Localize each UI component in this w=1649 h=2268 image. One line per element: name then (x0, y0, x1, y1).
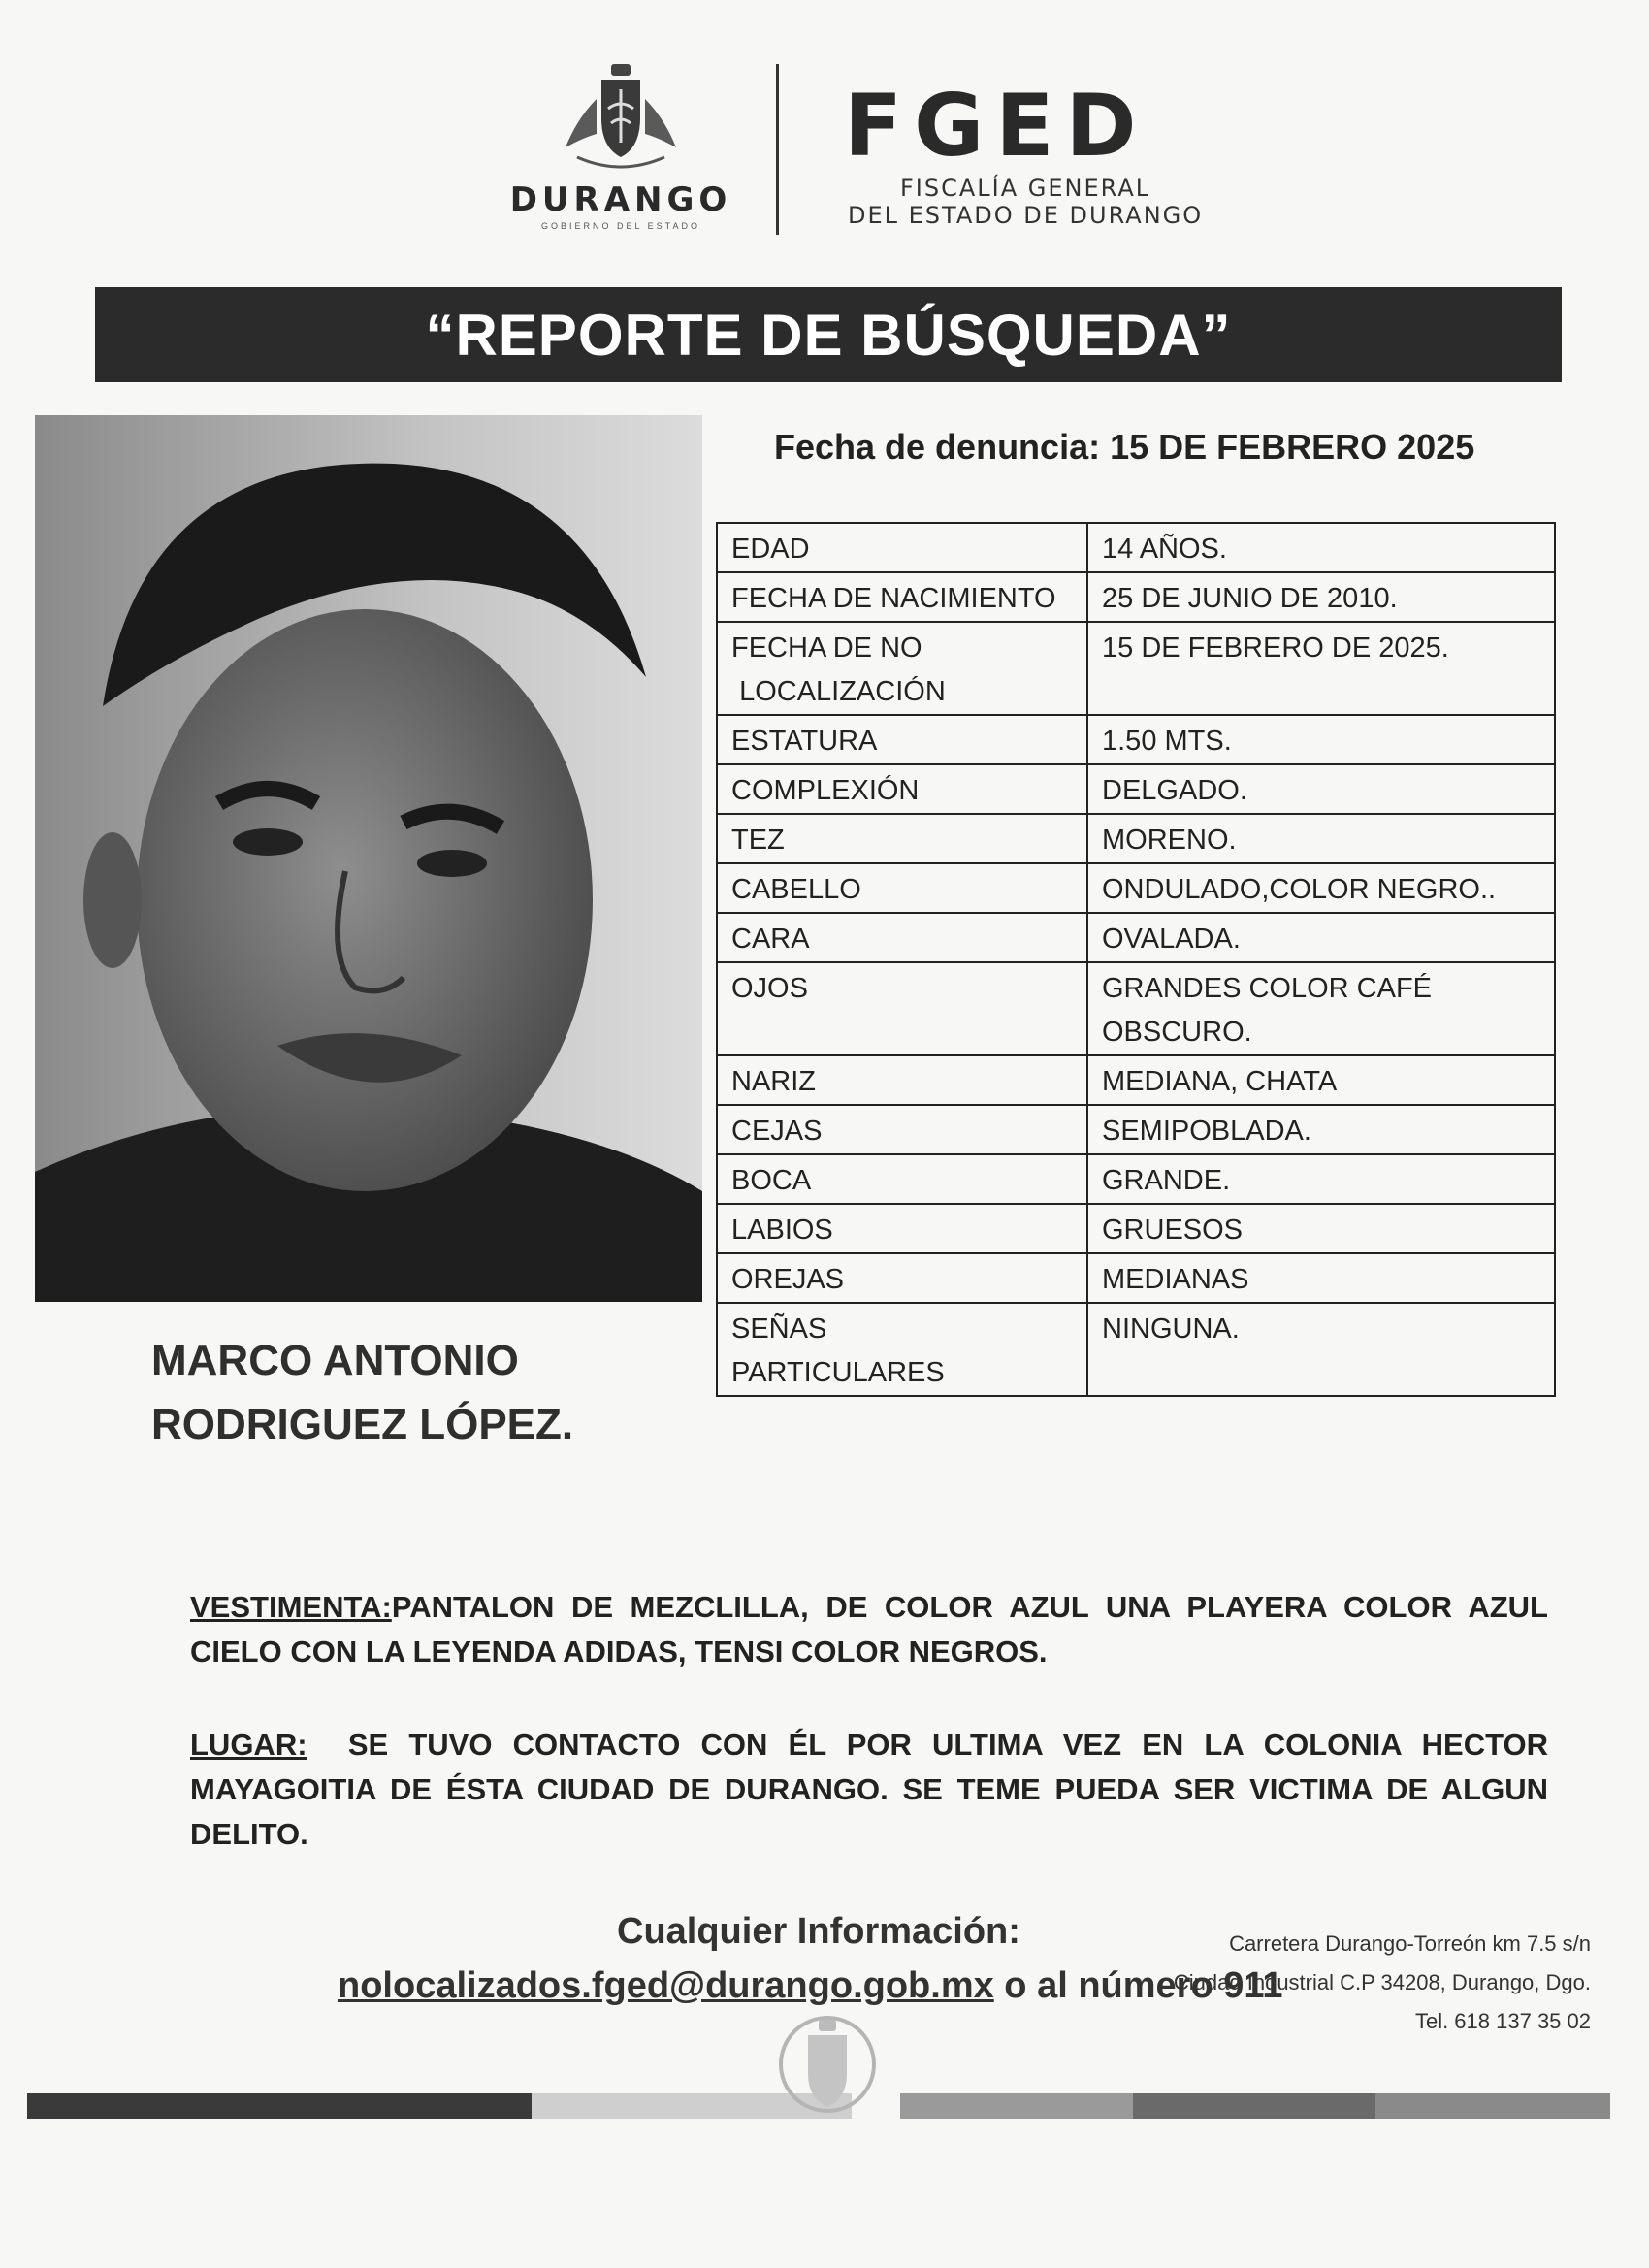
table-row (717, 863, 1555, 913)
detail-value: GRANDES COLOR CAFÉ OBSCURO. (1087, 962, 1555, 1055)
detail-value: GRUESOS (1087, 1204, 1555, 1253)
detail-value: 14 AÑOS. (1087, 523, 1555, 572)
contact-label: Cualquier Información: (617, 1911, 1020, 1952)
detail-value: ONDULADO,COLOR NEGRO.. (1087, 863, 1555, 913)
durango-wordmark: DURANGO (509, 180, 732, 219)
detail-label: CABELLO (717, 863, 1087, 913)
table-row (717, 572, 1555, 622)
detail-label: ESTATURA (717, 715, 1087, 764)
table-row (717, 1303, 1555, 1396)
place-text: SE TUVO CONTACTO CON ÉL POR ULTIMA VEZ EN LA COLONIA HECTOR MAYAGOITIA DE ÉSTA CIUDAD DE DURANGO. SE TEME PUEDA SER VICTIMA DE ALGUN DELITO. (190, 1728, 1557, 1851)
clothing-text: PANTALON DE MEZCLILLA, DE COLOR AZUL UNA PLAYERA COLOR AZUL CIELO CON LA LEYENDA ADIDAS, TENSI COLOR NEGROS. (190, 1590, 1548, 1669)
durango-government-logo (485, 60, 757, 235)
table-row (717, 814, 1555, 863)
header-divider (776, 64, 779, 235)
detail-label: COMPLEXIÓN (717, 764, 1087, 814)
durango-subtitle: GOBIERNO DEL ESTADO (540, 221, 701, 231)
durango-coat-of-arms-icon (558, 60, 684, 177)
table-row (717, 715, 1555, 764)
report-date: Fecha de denuncia: 15 DE FEBRERO 2025 (774, 427, 1475, 467)
detail-label: FECHA DE NO LOCALIZACIÓN (717, 622, 1087, 715)
table-row (717, 1253, 1555, 1303)
detail-value: NINGUNA. (1087, 1303, 1555, 1396)
table-row (717, 1204, 1555, 1253)
person-name: MARCO ANTONIO RODRIGUEZ LÓPEZ. (151, 1337, 574, 1448)
address-phone: Tel. 618 137 35 02 (1414, 2009, 1591, 2033)
table-row (717, 523, 1555, 572)
address-line2: Ciudad Industrial C.P 34208, Durango, Dgo. (1173, 1970, 1591, 1994)
table-row (717, 1154, 1555, 1204)
detail-value: OVALADA. (1087, 913, 1555, 962)
portrait-image (35, 415, 702, 1302)
durango-emblem-icon (755, 2006, 900, 2132)
detail-value: 15 DE FEBRERO DE 2025. (1087, 622, 1555, 715)
contact-line (338, 1965, 1283, 2007)
detail-value: SEMIPOBLADA. (1087, 1105, 1555, 1154)
missing-person-photo (35, 415, 702, 1302)
detail-label: FECHA DE NACIMIENTO (717, 572, 1087, 622)
detail-value: DELGADO. (1087, 764, 1555, 814)
table-row (717, 913, 1555, 962)
detail-label: LABIOS (717, 1204, 1087, 1253)
physical-description-table (716, 522, 1556, 1397)
detail-label: TEZ (717, 814, 1087, 863)
contact-email-link[interactable]: nolocalizados.fged@durango.gob.mx (338, 1965, 994, 2006)
table-row (717, 622, 1555, 715)
clothing-label: VESTIMENTA: (190, 1590, 392, 1624)
table-row (717, 764, 1555, 814)
detail-label: OREJAS (717, 1253, 1087, 1303)
title-banner (95, 287, 1562, 382)
fged-name-line2: DEL ESTADO DE DURANGO (848, 202, 1204, 229)
fged-logo: FGED (844, 76, 1148, 176)
detail-value: MORENO. (1087, 814, 1555, 863)
detail-label: CEJAS (717, 1105, 1087, 1154)
office-address (1174, 1925, 1591, 2041)
clothing-description (190, 1585, 1548, 1674)
last-seen-location (190, 1723, 1557, 1857)
detail-value: MEDIANA, CHATA (1087, 1055, 1555, 1105)
contact-phone-text: o al número 911 (993, 1965, 1283, 2006)
table-row (717, 1105, 1555, 1154)
detail-value: 1.50 MTS. (1087, 715, 1555, 764)
detail-label: OJOS (717, 962, 1087, 1055)
detail-value: GRANDE. (1087, 1154, 1555, 1204)
detail-value: MEDIANAS (1087, 1253, 1555, 1303)
page-title: “REPORTE DE BÚSQUEDA” (425, 302, 1232, 368)
detail-value: 25 DE JUNIO DE 2010. (1087, 572, 1555, 622)
detail-label: EDAD (717, 523, 1087, 572)
detail-label: SEÑAS PARTICULARES (717, 1303, 1087, 1396)
table-row (717, 962, 1555, 1055)
place-label: LUGAR: (190, 1728, 307, 1762)
detail-label: BOCA (717, 1154, 1087, 1204)
detail-label: CARA (717, 913, 1087, 962)
address-line1: Carretera Durango-Torreón km 7.5 s/n (1229, 1931, 1591, 1956)
detail-label: NARIZ (717, 1055, 1087, 1105)
fged-name-line1: FISCALÍA GENERAL (900, 175, 1151, 202)
table-row (717, 1055, 1555, 1105)
